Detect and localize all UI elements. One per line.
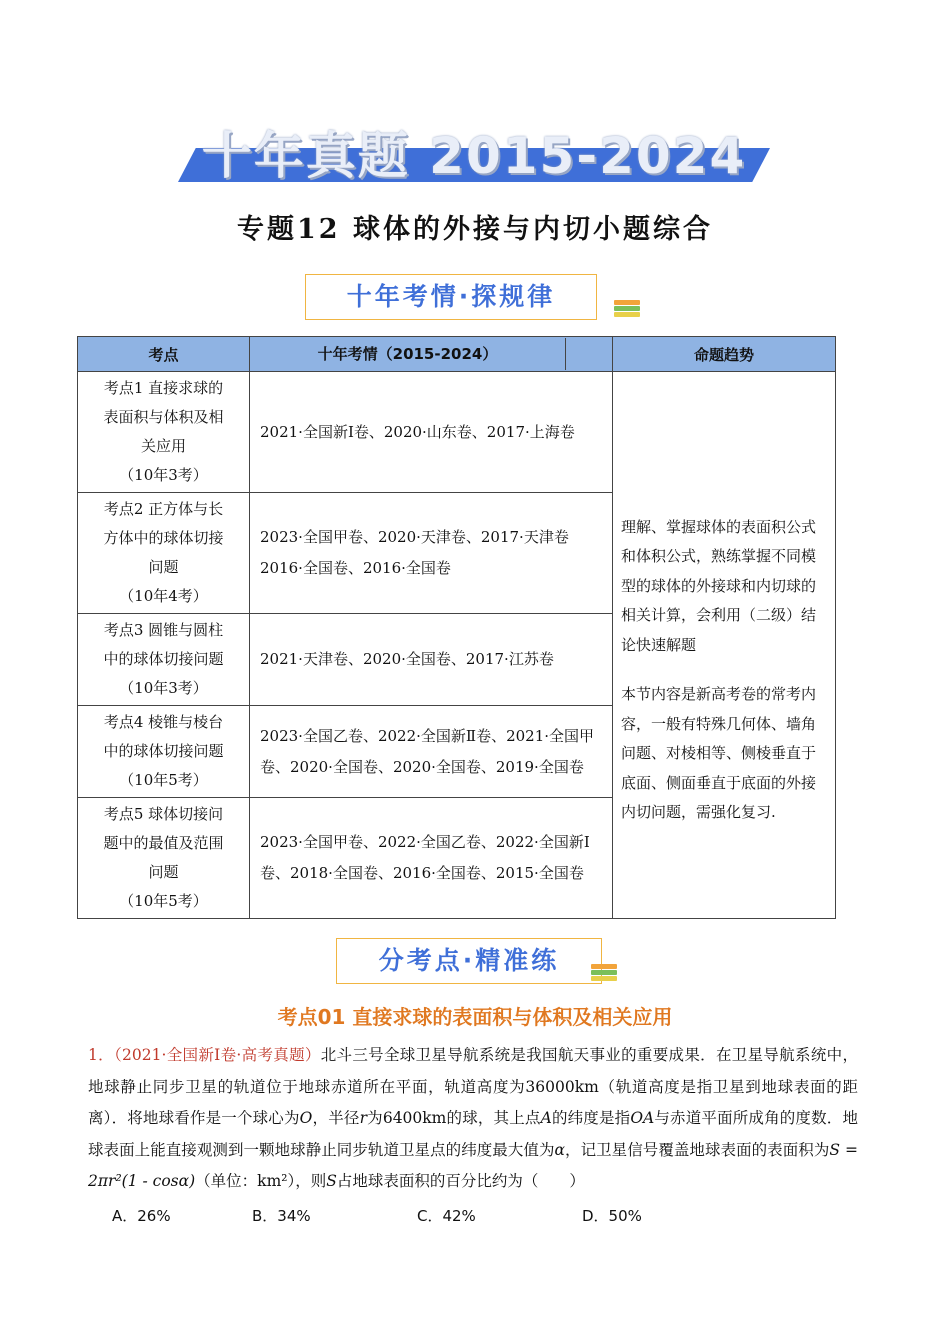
question-number: 1． xyxy=(88,1046,114,1064)
section-tag-trends xyxy=(305,274,597,320)
table-row xyxy=(78,372,836,493)
section-tag-practice-label: 分考点·精准练 xyxy=(378,946,560,975)
header-point: 考点 xyxy=(78,337,250,372)
table-header-row xyxy=(78,337,836,372)
trend-paragraph-1: 理解、掌握球体的表面积公式和体积公式，熟练掌握不同模型的球体的外接球和内切球的相关计算，会利用（二级）结论快速解题 xyxy=(621,517,817,654)
choice-b[interactable]: B．34% xyxy=(252,1207,311,1225)
header-years-label: 十年考情（2015-2024） xyxy=(250,338,566,370)
area-unit: km² xyxy=(257,1172,288,1190)
section-tag-practice xyxy=(336,938,602,984)
coverage-formula: S = 2πr²(1 - cosα) xyxy=(88,1140,858,1190)
exam-years-cell: 2021·天津卷、2020·全国卷、2017·江苏卷 xyxy=(250,614,613,706)
section-title: 考点01 直接求球的表面积与体积及相关应用 xyxy=(277,1005,673,1029)
topic-title: 专题12 球体的外接与内切小题综合 xyxy=(237,214,713,245)
header-trend: 命题趋势 xyxy=(613,337,836,372)
question-1: 1．（2021·全国新Ⅰ卷·高考真题）北斗三号全球卫星导航系统是我国航天事业的重要成果．在卫星导航系统中，地球静止同步卫星的轨道位于地球赤道所在平面，轨道高度为36000km（轨道高度是指卫星到地球表面的距离）．将地球看作是一个球心为O，半径r为6400km的球，其上点A的纬度是指OA与赤道平面所成角的度数．地球表面上能直接观测到一颗地球静止同步轨道卫星点的纬度最大值为α，记卫星信号覆盖地球表面的表面积为S = 2πr²(1 - cosα)（单位：km²），则S占地球表面积的百分比约为（ ） xyxy=(88,1046,858,1190)
section-tag-trends-label: 十年考情·探规律 xyxy=(346,282,556,311)
earth-radius: 6400km xyxy=(382,1109,447,1127)
exam-overview-table xyxy=(77,336,836,919)
exam-years-cell: 2023·全国甲卷、2020·天津卷、2017·天津卷 2016·全国卷、2016·全国卷 xyxy=(250,493,613,614)
books-icon xyxy=(614,300,640,320)
choice-c[interactable]: C．42% xyxy=(417,1207,476,1225)
exam-point-cell: 考点1 直接求球的 表面积与体积及相 关应用 （10年3考） xyxy=(78,372,250,493)
banner-title: 十年真题 2015-2024 xyxy=(201,127,747,185)
trend-cell xyxy=(613,372,836,919)
trend-paragraph-2: 本节内容是新高考卷的常考内容，一般有特殊几何体、墙角问题、对棱相等、侧棱垂直于底面、侧面垂直于底面的外接内切问题，需强化复习. xyxy=(621,685,817,821)
choice-d[interactable]: D．50% xyxy=(582,1207,642,1225)
books-icon xyxy=(591,964,617,984)
exam-point-cell: 考点2 正方体与长 方体中的球体切接 问题 （10年4考） xyxy=(78,493,250,614)
exam-point-cell: 考点5 球体切接问 题中的最值及范围 问题 （10年5考） xyxy=(78,798,250,919)
header-years xyxy=(250,337,613,372)
exam-point-cell: 考点3 圆锥与圆柱 中的球体切接问题 （10年3考） xyxy=(78,614,250,706)
exam-years-cell: 2021·全国新Ⅰ卷、2020·山东卷、2017·上海卷 xyxy=(250,372,613,493)
choice-a[interactable]: A．26% xyxy=(112,1207,171,1225)
title-banner xyxy=(178,112,770,184)
exam-years-cell: 2023·全国乙卷、2022·全国新Ⅱ卷、2021·全国甲 卷、2020·全国卷、2020·全国卷、2019·全国卷 xyxy=(250,706,613,798)
orbit-height: 36000km xyxy=(525,1077,599,1096)
exam-point-cell: 考点4 棱锥与棱台 中的球体切接问题 （10年5考） xyxy=(78,706,250,798)
question-source: （2021·全国新Ⅰ卷·高考真题） xyxy=(113,1046,321,1064)
exam-years-cell: 2023·全国甲卷、2022·全国乙卷、2022·全国新Ⅰ 卷、2018·全国卷、2016·全国卷、2015·全国卷 xyxy=(250,798,613,919)
